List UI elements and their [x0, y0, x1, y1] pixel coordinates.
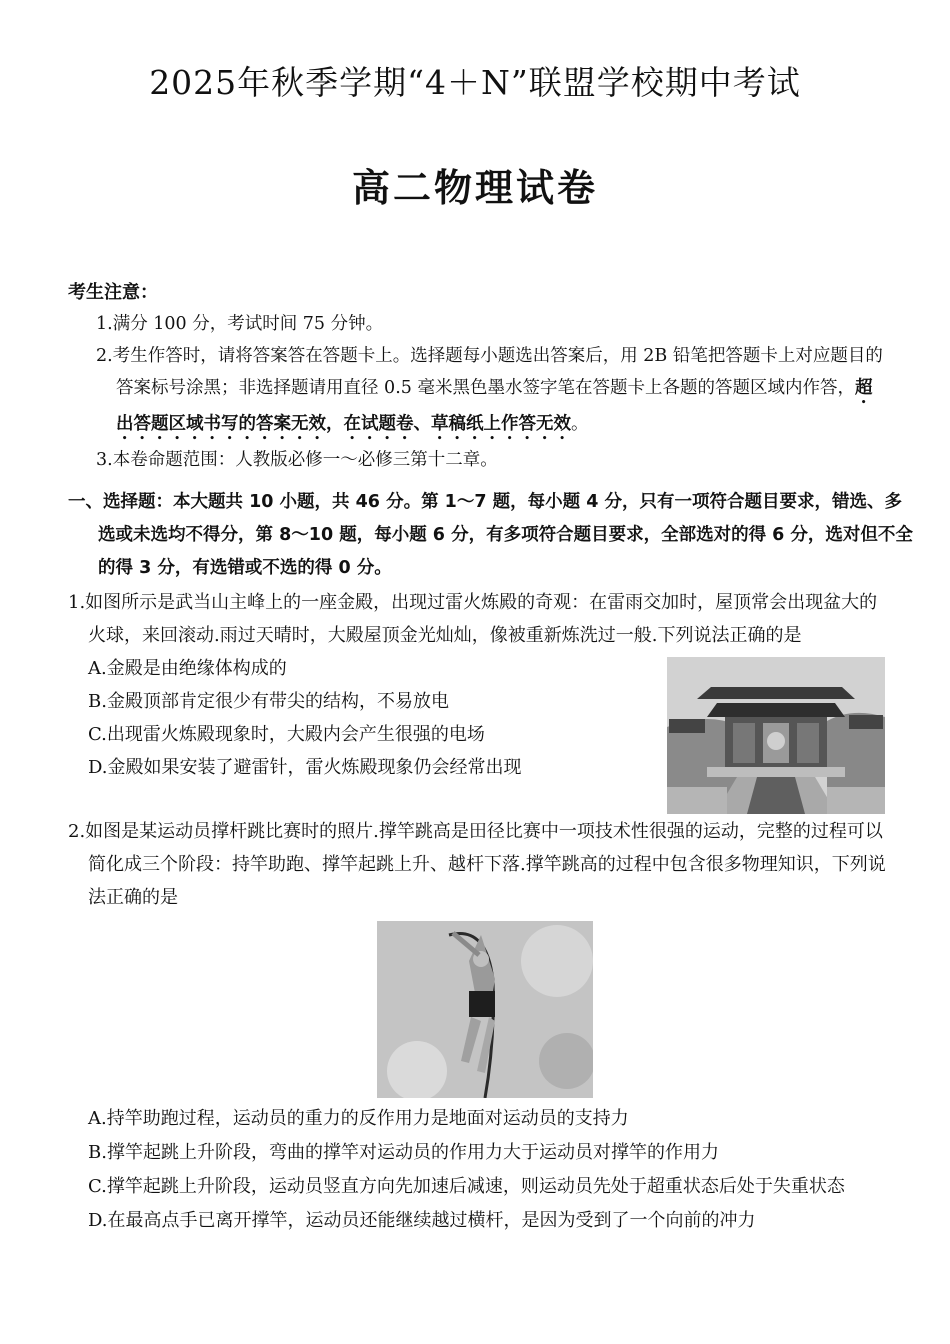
question-2-options — [68, 1102, 888, 1238]
notice-item-1: 1.满分 100 分，考试时间 75 分钟。 — [96, 314, 384, 334]
subject-title: 高二物理试卷 — [351, 166, 598, 210]
notice-item-2-emphasis: 超出答题区域书写的答案无效，在试题卷、草稿纸上作答无效 — [116, 378, 873, 434]
candidate-notice — [68, 278, 888, 476]
question-2-option-b: B.撑竿起跳上升阶段，弯曲的撑竿对运动员的作用力大于运动员对撑竿的作用力 — [88, 1142, 719, 1163]
question-2-option-c: C.撑竿起跳上升阶段，运动员竖直方向先加速后减速，则运动员先处于超重状态后处于失重状态 — [88, 1176, 845, 1197]
question-1-option-c: C.出现雷火炼殿现象时，大殿内会产生很强的电场 — [88, 724, 485, 745]
question-2-stem: 2.如图是某运动员撑杆跳比赛时的照片.撑竿跳高是田径比赛中一项技术性很强的运动，完整的过程可以简化成三个阶段：持竿助跑、撑竿起跳上升、越杆下落.撑竿跳高的过程中包含很多物理知识，下列说法正确的是 — [68, 821, 886, 908]
golden-hall-photo — [667, 657, 885, 814]
notice-item-2 — [68, 340, 888, 444]
notice-item-3: 3.本卷命题范围：人教版必修一～必修三第十二章。 — [96, 450, 498, 470]
notice-item-2-text: 2.考生作答时，请将答案答在答题卡上。选择题每小题选出答案后，用 2B 铅笔把答题卡上对应题目的答案标号涂黑；非选择题请用直径 0.5 毫米黑色墨水签字笔在答题卡上各题的答题区域内作答， — [96, 346, 883, 398]
notice-item-2-end: 。 — [571, 414, 589, 434]
pole-vault-illustration — [377, 921, 593, 1098]
question-1-option-b: B.金殿顶部肯定很少有带尖的结构，不易放电 — [88, 691, 449, 712]
section-1-heading: 一、选择题：本大题共 10 小题，共 46 分。第 1～7 题，每小题 4 分，只有一项符合题目要求，错选、多选或未选均不得分，第 8～10 题，每小题 6 分，有多项符合题目要求，全部选对的得 6 分，选对但不全的得 3 分，有选错或不选的得 0 分。 — [68, 492, 913, 578]
golden-hall-illustration — [667, 657, 885, 814]
pole-vault-photo — [377, 921, 593, 1098]
question-1-option-d: D.金殿如果安装了避雷针，雷火炼殿现象仍会经常出现 — [88, 757, 522, 778]
notice-heading: 考生注意： — [68, 282, 158, 303]
question-2-option-a: A.持竿助跑过程，运动员的重力的反作用力是地面对运动员的支持力 — [88, 1108, 629, 1129]
question-2 — [68, 815, 888, 914]
question-2-option-d: D.在最高点手已离开撑竿，运动员还能继续越过横杆，是因为受到了一个向前的冲力 — [88, 1210, 756, 1231]
question-1-stem: 1.如图所示是武当山主峰上的一座金殿，出现过雷火炼殿的奇观：在雷雨交加时，屋顶常会出现盆大的火球，来回滚动.雨过天晴时，大殿屋顶金光灿灿，像被重新炼洗过一般.下列说法正确的是 — [68, 592, 878, 646]
exam-title: 2025年秋季学期“4＋N”联盟学校期中考试 — [149, 63, 801, 102]
question-1-option-a: A.金殿是由绝缘体构成的 — [88, 658, 287, 679]
